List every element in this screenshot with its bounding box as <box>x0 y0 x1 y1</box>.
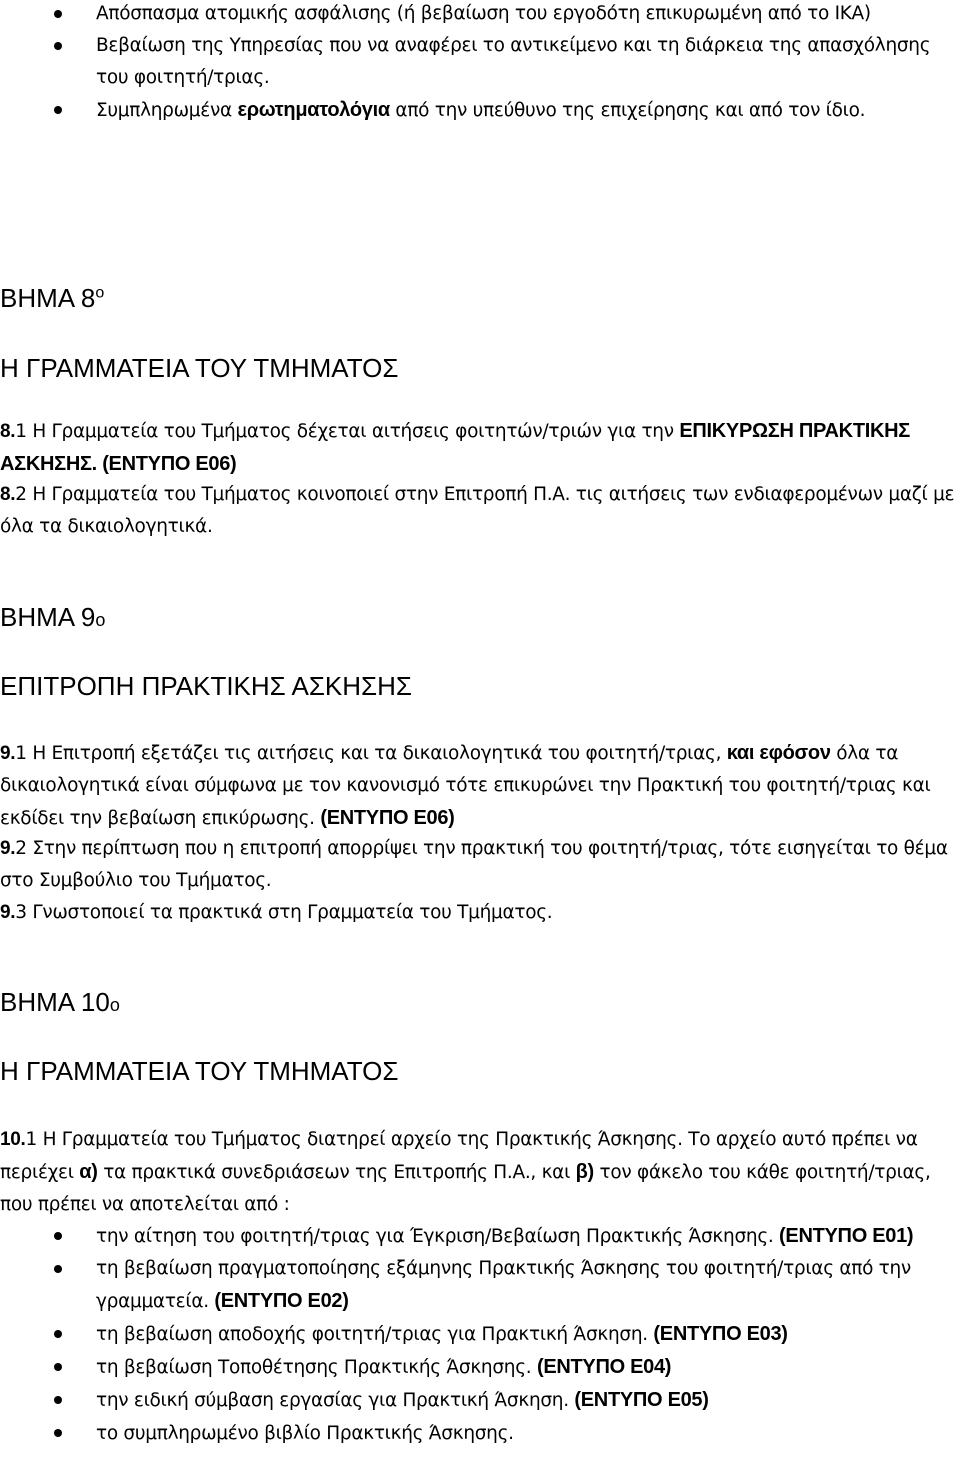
bullet-text: Απόσπασμα ατομικής ασφάλισης (ή βεβαίωση του εργοδότη επικυρωμένη από το ΙΚΑ) <box>96 3 871 24</box>
step9-p1-bold: και εφόσον <box>726 742 831 764</box>
step8-p2-number: 8. <box>0 484 16 505</box>
top-bullet-list <box>0 0 956 127</box>
step10-bullet-list <box>0 1220 956 1450</box>
bullet-text: το συμπληρωμένο βιβλίο Πρακτικής Άσκησης. <box>96 1423 514 1444</box>
step8-heading-sup: ο <box>95 284 105 302</box>
bullet-icon <box>54 1232 62 1240</box>
step8-p2-digit: 2 <box>15 484 27 505</box>
list-item <box>0 0 956 30</box>
step9-p3-text: Γνωστοποιεί τα πρακτικά στη Γραμματεία του Τμήματος. <box>26 902 553 923</box>
step8-subheading: Η ΓΡΑΜΜΑΤΕΙΑ ΤΟΥ ΤΜΗΜΑΤΟΣ <box>0 353 399 383</box>
bullet-text: τη βεβαίωση αποδοχής φοιτητή/τριας για Πρακτική Άσκηση. <box>96 1324 648 1345</box>
bullet-text: Βεβαίωση της Υπηρεσίας που να αναφέρει το αντικείμενο και τη διάρκεια της απασχόλησης του φοιτητή/τριας. <box>96 35 931 88</box>
bullet-icon <box>54 1330 62 1338</box>
step10-p1-text: Η Γραμματεία του Τμήματος διατηρεί αρχείο της Πρακτικής Άσκησης. Το αρχείο αυτό πρέπει να περιέχει <box>0 1129 918 1183</box>
step10-paragraph-1 <box>0 1124 960 1221</box>
step8-p1-text: Η Γραμματεία του Τμήματος δέχεται αιτήσεις φοιτητών/τριών για την <box>26 421 680 442</box>
bullet-text-after: από την υπεύθυνο της επιχείρησης και από τον ίδιο. <box>389 100 866 121</box>
bullet-text-bold: ερωτηματολόγια <box>237 99 390 121</box>
bullet-form: (ΕΝΤΥΠΟ Ε05) <box>574 1389 709 1411</box>
bullet-form: (ΕΝΤΥΠΟ Ε01) <box>779 1225 914 1247</box>
step9-p1-digit: 1 <box>15 743 27 764</box>
list-item <box>0 1318 956 1351</box>
step9-p2-text: Στην περίπτωση που η επιτροπή απορρίψει την πρακτική του φοιτητή/τριας, τότε εισηγείται το θέμα στο Συμβούλιο του Τμήματος. <box>0 838 948 891</box>
list-item <box>0 94 956 127</box>
step9-p3-number: 9. <box>0 902 16 923</box>
step9-p1-bold2: (ΕΝΤΥΠΟ Ε06) <box>320 807 455 829</box>
step9-heading-text: ΒΗΜΑ 9 <box>0 602 96 632</box>
step9-paragraph-3 <box>0 897 960 929</box>
bullet-form: (ΕΝΤΥΠΟ Ε02) <box>214 1290 349 1312</box>
bullet-form: (ΕΝΤΥΠΟ Ε03) <box>653 1323 788 1345</box>
step9-heading <box>0 602 105 633</box>
bullet-icon <box>54 42 62 50</box>
bullet-icon <box>54 1396 62 1404</box>
step10-p1-digit: 1 <box>25 1129 37 1150</box>
step10-heading-text: ΒΗΜΑ 10 <box>0 987 110 1017</box>
list-item <box>0 1384 956 1417</box>
step8-heading-text: ΒΗΜΑ 8 <box>0 283 96 313</box>
step9-p1-text2: όλα τα δικαιολογητικά είναι σύμφωνα με τον κανονισμό τότε επικυρώνει την Πρακτική του φοιτητή/τριας και εκδίδει την βεβαίωση επικύρωσης. <box>0 743 931 829</box>
step8-paragraph-2 <box>0 479 960 543</box>
step10-heading <box>0 987 120 1018</box>
step9-paragraph-1 <box>0 737 960 835</box>
step8-p1-bold: ΕΠΙΚΥΡΩΣΗ ΠΡΑΚΤΙΚΗΣ ΑΣΚΗΣΗΣ. (ΕΝΤΥΠΟ Ε06) <box>0 420 910 475</box>
step8-heading <box>0 283 104 314</box>
list-item <box>0 1220 956 1253</box>
step10-p1-text2: τα πρακτικά συνεδριάσεων της Επιτροπής Π.Α., και <box>97 1162 576 1183</box>
step9-p2-digit: 2 <box>15 838 27 859</box>
bullet-form: (ΕΝΤΥΠΟ Ε04) <box>536 1356 672 1378</box>
step10-p1-b: β) <box>575 1161 594 1183</box>
step10-p1-a: α) <box>79 1161 98 1183</box>
step9-subheading: ΕΠΙΤΡΟΠΗ ΠΡΑΚΤΙΚΗΣ ΑΣΚΗΣΗΣ <box>0 671 412 701</box>
step10-p1-number: 10. <box>0 1129 26 1150</box>
step9-p1-text: Η Επιτροπή εξετάζει τις αιτήσεις και τα δικαιολογητικά του φοιτητή/τριας, <box>26 743 727 764</box>
step9-p1-number: 9. <box>0 743 16 764</box>
bullet-icon <box>54 1429 62 1437</box>
bullet-text: τη βεβαίωση Τοποθέτησης Πρακτικής Άσκησης. <box>96 1357 532 1378</box>
step8-p1-number: 8. <box>0 421 16 442</box>
bullet-icon <box>54 10 62 18</box>
bullet-icon <box>54 1265 62 1273</box>
bullet-text: την αίτηση του φοιτητή/τριας για Έγκριση/Βεβαίωση Πρακτικής Άσκησης. <box>96 1226 774 1247</box>
list-item <box>0 1253 956 1318</box>
step8-p2-text: Η Γραμματεία του Τμήματος κοινοποιεί στην Επιτροπή Π.Α. τις αιτήσεις των ενδιαφερομένων μαζί με όλα τα δικαιολογητικά. <box>0 484 955 537</box>
step10-subheading: Η ΓΡΑΜΜΑΤΕΙΑ ΤΟΥ ΤΜΗΜΑΤΟΣ <box>0 1056 399 1086</box>
list-item <box>0 30 956 94</box>
bullet-text: τη βεβαίωση πραγματοποίησης εξάμηνης Πρακτικής Άσκησης του φοιτητή/τριας από την γραμματεία. <box>96 1258 911 1312</box>
bullet-icon <box>54 106 62 114</box>
step8-p1-digit: 1 <box>15 421 27 442</box>
step10-heading-sub: ο <box>109 995 120 1015</box>
list-item <box>0 1417 956 1450</box>
bullet-text: την ειδική σύμβαση εργασίας για Πρακτική Άσκηση. <box>96 1390 569 1411</box>
step9-p2-number: 9. <box>0 838 16 859</box>
bullet-icon <box>54 1363 62 1371</box>
bullet-text-before: Συμπληρωμένα <box>96 100 238 121</box>
step9-paragraph-2 <box>0 833 960 897</box>
step9-p3-digit: 3 <box>15 902 27 923</box>
step9-heading-sub: ο <box>95 610 106 630</box>
list-item <box>0 1351 956 1384</box>
step8-paragraph-1 <box>0 415 960 481</box>
step10-p1-text3: τον φάκελο του κάθε φοιτητή/τριας, που πρέπει να αποτελείται από : <box>0 1162 931 1215</box>
